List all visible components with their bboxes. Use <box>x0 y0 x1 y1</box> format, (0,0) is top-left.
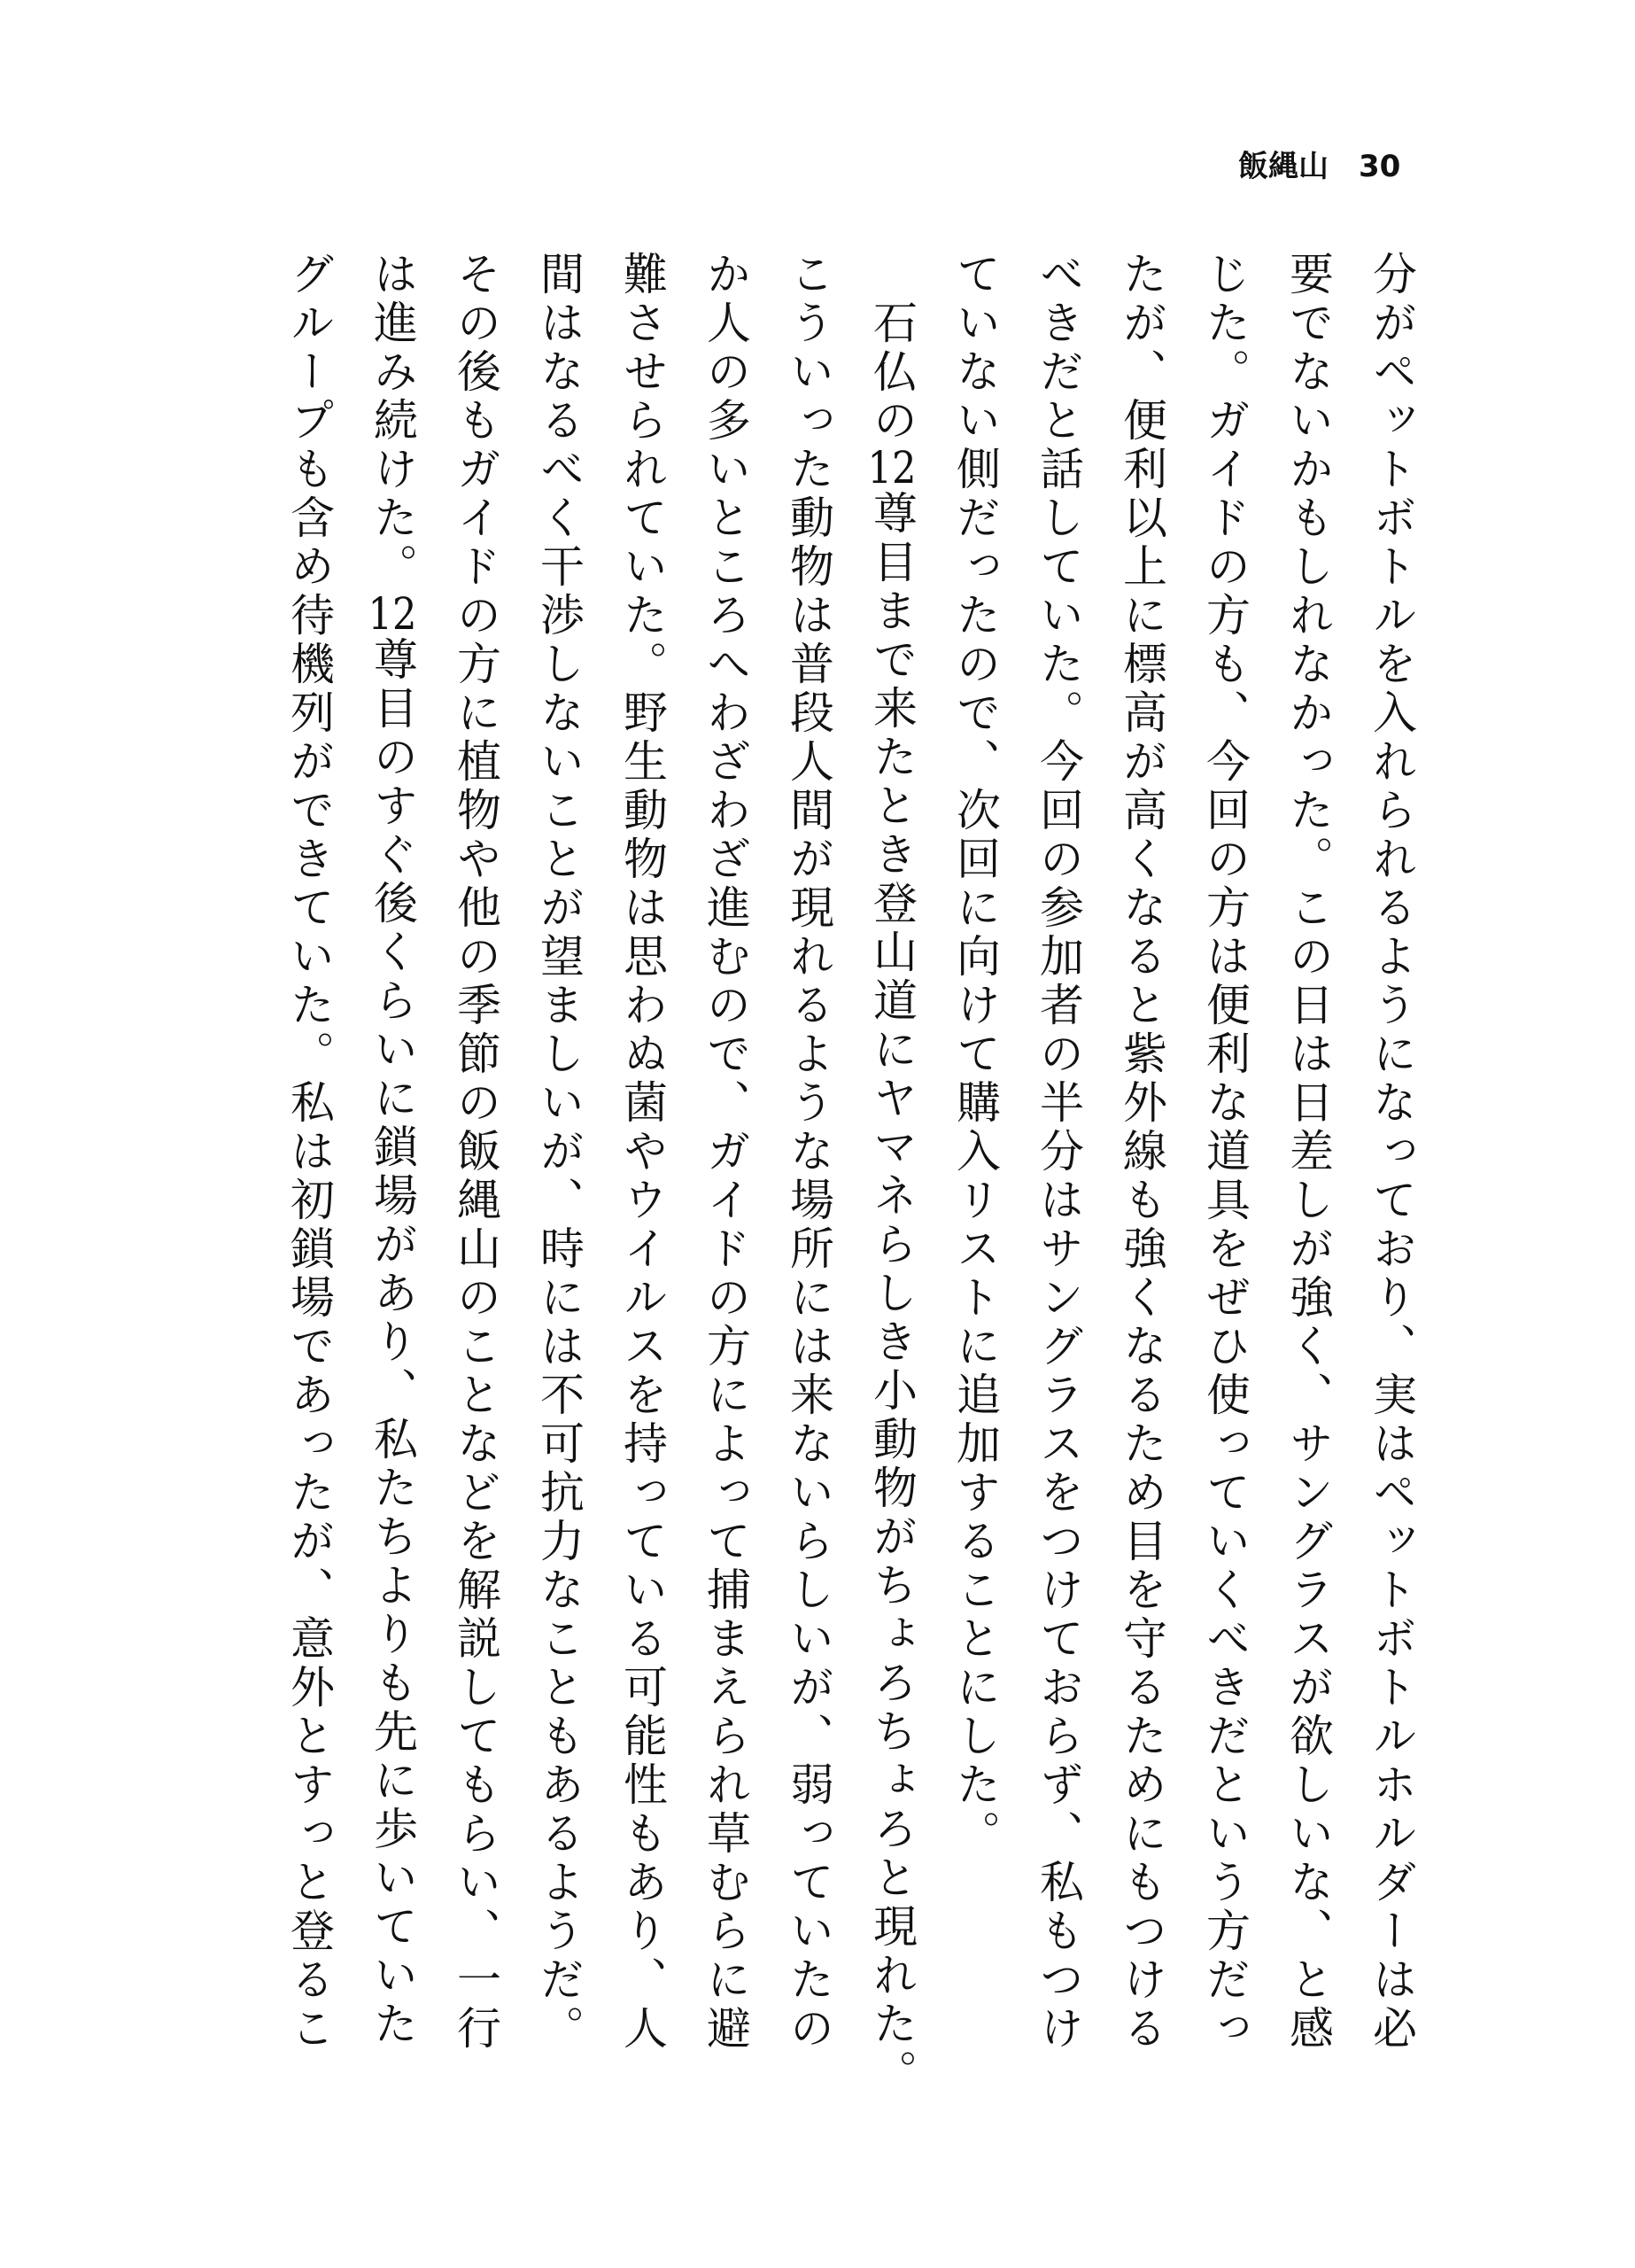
text-column: 間はなるべく干渉しないことが望ましいが、時には不可抗力なこともあるようだ。 <box>533 251 585 2054</box>
text-column: じた。ガイドの方も、今回の方は便利な道具をぜひ使っていくべきだという方だっ <box>1199 251 1251 2054</box>
page-number: 30 <box>1359 149 1401 184</box>
text-column: ていない側だったので、次回に向けて購入リストに追加することにした。 <box>949 251 1001 1859</box>
text-column: 分がペットボトルを入れられるようになっており、実はペットボトルホルダーは必 <box>1366 251 1417 2054</box>
text-column: べきだと話していた。今回の参加者の半分はサングラスをつけておらず、私もつけ <box>1033 251 1084 2054</box>
text-column: その後もガイドの方に植物や他の季節の飯縄山のことなどを解説してもらい、一行 <box>450 251 501 2054</box>
text-column: は進み続けた。12尊目のすぐ後くらいに鎖場があり、私たちよりも先に歩いていた <box>367 251 418 2049</box>
text-column: か人の多いところへわざわざ進むので、ガイドの方によって捕まえられ草むらに避 <box>700 251 751 2054</box>
chapter-title: 飯縄山 <box>1238 149 1329 184</box>
running-header <box>1238 142 1400 185</box>
text-column: こういった動物は普段人間が現れるような場所には来ないらしいが、弱っていたの <box>783 251 834 2054</box>
text-column: グループも含め待機列ができていた。私は初鎖場であったが、意外とすっと登るこ <box>283 251 335 2054</box>
text-column: 要でないかもしれなかった。この日は日差しが強く、サングラスが欲しいな、と感 <box>1282 251 1334 2054</box>
text-column: 石仏の12尊目まで来たとき登山道にヤマネらしき小動物がちょろちょろと現れた。 <box>866 251 918 2098</box>
number-upright: 12 <box>368 592 417 636</box>
text-column: 難させられていた。野生動物は思わぬ菌やウイルスを持っている可能性もあり、人 <box>616 251 668 2054</box>
number-upright: 12 <box>867 446 917 490</box>
text-column: たが、便利以上に標高が高くなると紫外線も強くなるため目を守るためにもつける <box>1116 251 1167 2054</box>
